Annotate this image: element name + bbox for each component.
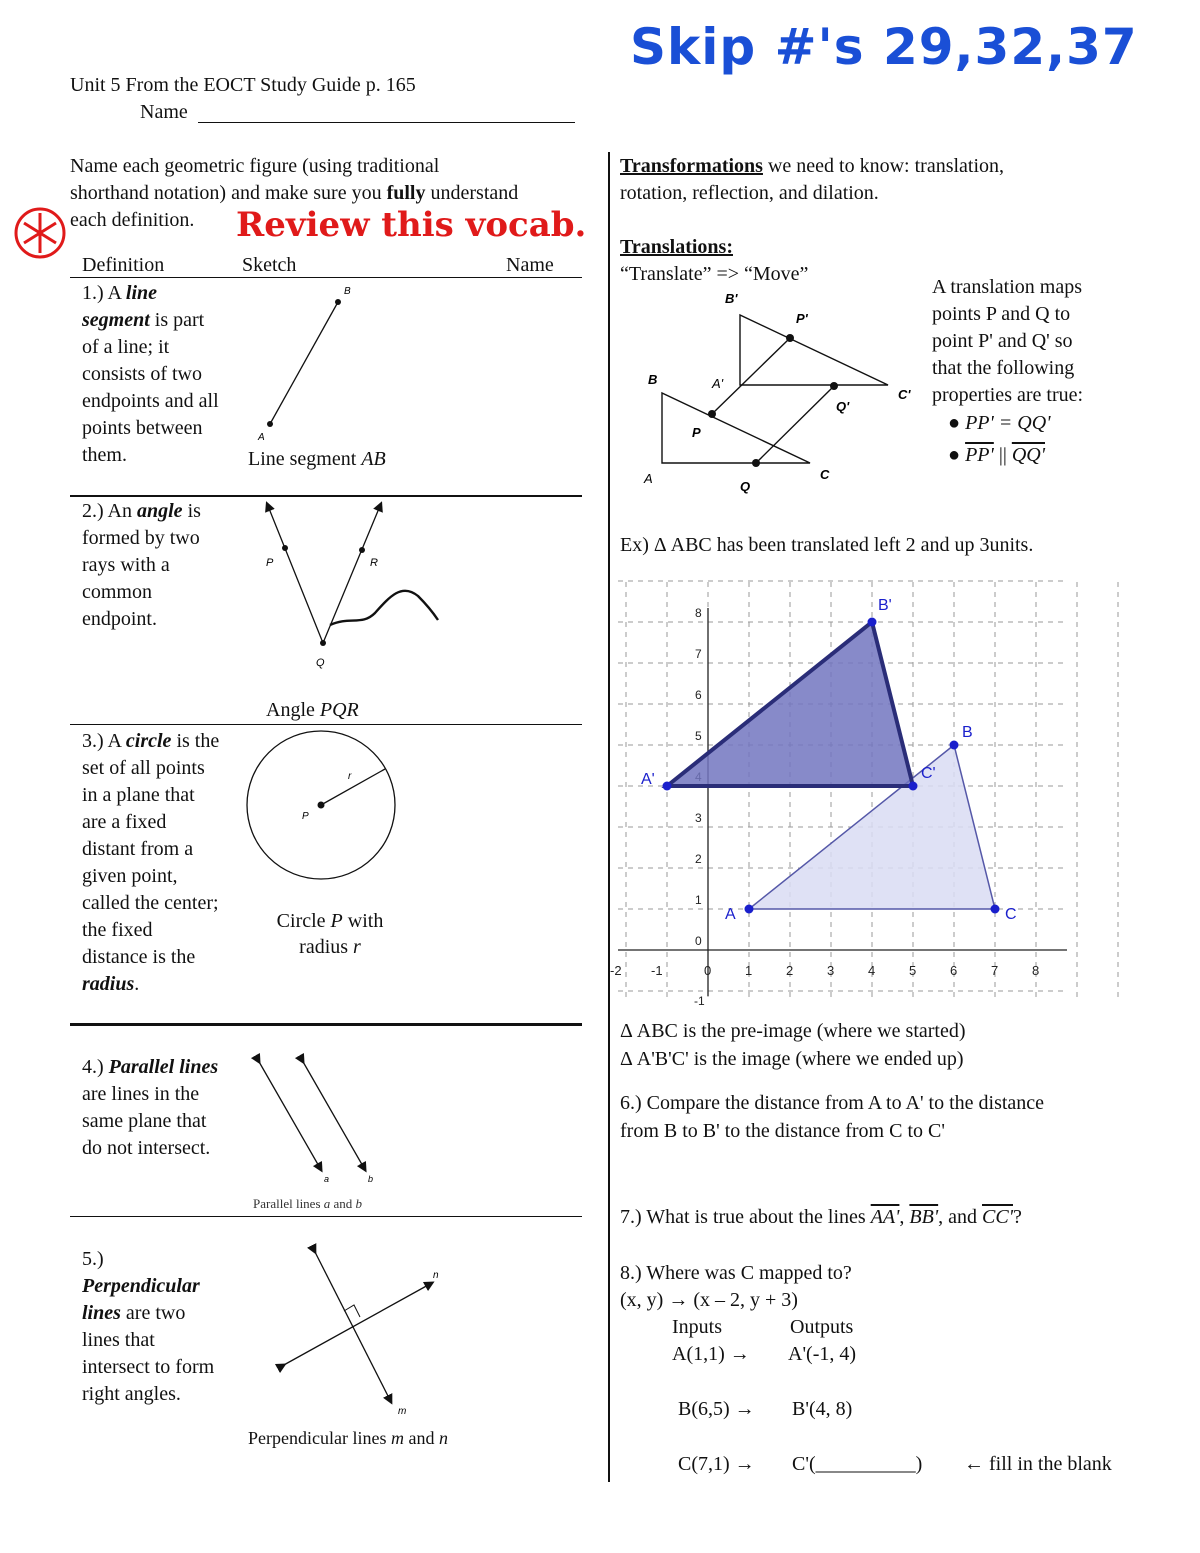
x-tick-label: 7 (991, 963, 999, 978)
fill-in-blank-hint: ← fill in the blank (964, 1453, 1112, 1475)
definition-line-segment: 1.) A line segment is part of a line; it consists of two endpoints and all points between them. (82, 282, 219, 466)
parallel-lines-sketch (240, 1050, 400, 1190)
transformations-line-1: Transformations we need to know: translation, (620, 155, 1005, 177)
x-tick-label: 4 (868, 963, 876, 978)
map-text-1: A translation maps (932, 276, 1082, 298)
x-tick-label: 1 (745, 963, 753, 978)
label-p-prime: P' (796, 311, 808, 326)
point-label-r: R (370, 557, 378, 569)
point-label-a: A (258, 432, 265, 443)
label-q-prime: Q' (836, 399, 850, 414)
label-c-prime: C' (898, 387, 911, 402)
translations-heading: Translations: (620, 236, 733, 258)
handwritten-skip-note: Skip #'s 29,32,37 (630, 18, 1138, 76)
caption-parallel-lines: Parallel lines a and b (253, 1196, 363, 1211)
translation-figure (630, 285, 930, 495)
map-row-c-output[interactable]: C'(__________) (792, 1453, 923, 1475)
map-row-c-input: C(7,1) → (678, 1453, 755, 1475)
translate-move: “Translate” => “Move” (620, 263, 809, 285)
definition-circle: 3.) A circle is the set of all points in a plane that are a fixed distant from a given point, called the center; the fixed distance is the radius. (82, 730, 220, 995)
label-q: Q (740, 479, 751, 494)
question-6-line-1: 6.) Compare the distance from A to A' to the distance (620, 1092, 1045, 1114)
mapping-rule: (x, y) → (x – 2, y + 3) (620, 1289, 798, 1311)
label-p: P (692, 425, 701, 440)
map-row-a-input: A(1,1) → (672, 1343, 750, 1365)
row-rule-4 (70, 1216, 582, 1217)
caption-perpendicular-lines: Perpendicular lines m and n (248, 1428, 448, 1448)
name-label: Name (140, 101, 188, 123)
x-tick-label: 6 (950, 963, 958, 978)
inputs-heading: Inputs (672, 1316, 722, 1338)
circle-sketch (240, 725, 410, 890)
x-tick-label: 8 (1032, 963, 1040, 978)
map-text-2: points P and Q to (932, 303, 1071, 325)
map-text-3: point P' and Q' so (932, 330, 1073, 352)
bullet-equal-lengths: ● PP' = QQ' (948, 412, 1051, 434)
caption-circle: Circle P with radius r (276, 910, 384, 958)
pre-image-text: Δ ABC is the pre-image (where we started) (620, 1020, 966, 1042)
y-tick-label: -1 (694, 994, 705, 1008)
map-text-5: properties are true: (932, 384, 1084, 406)
point-b-prime (868, 618, 877, 627)
label-b-prime: B' (725, 291, 738, 306)
line-segment-sketch (240, 280, 370, 450)
point-label: C (1005, 906, 1017, 923)
point-label: A (725, 906, 736, 923)
point-label: C' (921, 765, 936, 782)
line-label-a: a (324, 1174, 330, 1184)
asterisk-circle-icon (12, 203, 72, 263)
map-row-a-output: A'(-1, 4) (788, 1343, 857, 1365)
caption-angle: Angle PQR (266, 699, 359, 721)
handwritten-review-note: Review this vocab. (236, 205, 587, 245)
y-tick-label: 6 (695, 688, 702, 702)
x-tick-label: 2 (786, 963, 794, 978)
x-tick-label: -2 (610, 963, 622, 978)
x-tick-label: 0 (704, 963, 712, 978)
line-label-b: b (368, 1174, 374, 1184)
label-c: C (820, 467, 830, 482)
point-c (991, 905, 1000, 914)
point-label: B (962, 724, 973, 741)
intro-line-3: each definition. (70, 209, 195, 231)
point-b (950, 741, 959, 750)
line-label-n: n (433, 1270, 439, 1281)
name-underline (198, 122, 575, 123)
point-label-p: P (266, 557, 274, 569)
point-label-center: P (302, 811, 309, 822)
caption-line-segment: Line segment AB (248, 448, 386, 470)
bullet-icon: ● (948, 412, 961, 434)
line-label-m: m (398, 1406, 407, 1417)
y-tick-label: 2 (695, 852, 702, 866)
image-text: Δ A'B'C' is the image (where we ended up) (620, 1048, 964, 1070)
bullet-icon: ● (948, 444, 961, 466)
label-a-prime: A' (712, 376, 724, 391)
point-a (745, 905, 754, 914)
y-tick-label: 7 (695, 647, 702, 661)
map-row-b-input: B(6,5) → (678, 1398, 755, 1420)
intro-line-2: shorthand notation) and make sure you fully understand (70, 182, 519, 204)
definition-parallel-lines: 4.) Parallel lines are lines in the same plane that do not intersect. (82, 1056, 219, 1159)
coordinate-graph (612, 578, 1082, 1008)
bullet-parallel: ● PP' || QQ' (948, 444, 1045, 466)
angle-sketch (250, 498, 450, 678)
y-tick-label: 3 (695, 811, 702, 825)
x-tick-label: -1 (651, 963, 663, 978)
perpendicular-lines-sketch (270, 1240, 460, 1420)
question-8: 8.) Where was C mapped to? (620, 1262, 852, 1284)
map-row-b-output: B'(4, 8) (792, 1398, 853, 1420)
question-6-line-2: from B to B' to the distance from C to C' (620, 1120, 945, 1142)
transformations-line-2: rotation, reflection, and dilation. (620, 182, 879, 204)
point-a-prime (663, 782, 672, 791)
row-rule-3 (70, 1023, 582, 1026)
y-tick-label: 5 (695, 729, 702, 743)
x-tick-label: 3 (827, 963, 835, 978)
x-tick-label: 5 (909, 963, 917, 978)
col-sketch: Sketch (242, 254, 297, 276)
definition-perpendicular-lines: 5.) Perpendicular lines are two lines that intersect to form right angles. (82, 1248, 215, 1405)
col-name: Name (506, 254, 554, 276)
col-definition: Definition (82, 254, 165, 276)
intro-line-1: Name each geometric figure (using traditional (70, 155, 440, 177)
point-c-prime (909, 782, 918, 791)
point-label: B' (878, 597, 892, 614)
y-tick-label: 0 (695, 934, 702, 948)
radius-label: r (348, 771, 352, 782)
point-label-q: Q (316, 657, 325, 669)
page-title: Unit 5 From the EOCT Study Guide p. 165 (70, 74, 416, 96)
label-b: B (648, 372, 658, 387)
outputs-heading: Outputs (790, 1316, 854, 1338)
header-rule (70, 277, 582, 278)
column-divider (608, 152, 610, 1482)
example-text: Ex) Δ ABC has been translated left 2 and up 3units. (620, 534, 1034, 556)
point-label: A' (641, 771, 655, 788)
label-a: A (644, 471, 653, 486)
y-tick-label: 8 (695, 606, 702, 620)
question-7: 7.) What is true about the lines AA', BB', and CC'? (620, 1206, 1022, 1228)
definition-angle: 2.) An angle is formed by two rays with a common endpoint. (82, 500, 201, 630)
row-rule-1 (70, 495, 582, 497)
point-label-b: B (344, 286, 351, 297)
map-text-4: that the following (932, 357, 1075, 379)
y-tick-label: 1 (695, 893, 702, 907)
